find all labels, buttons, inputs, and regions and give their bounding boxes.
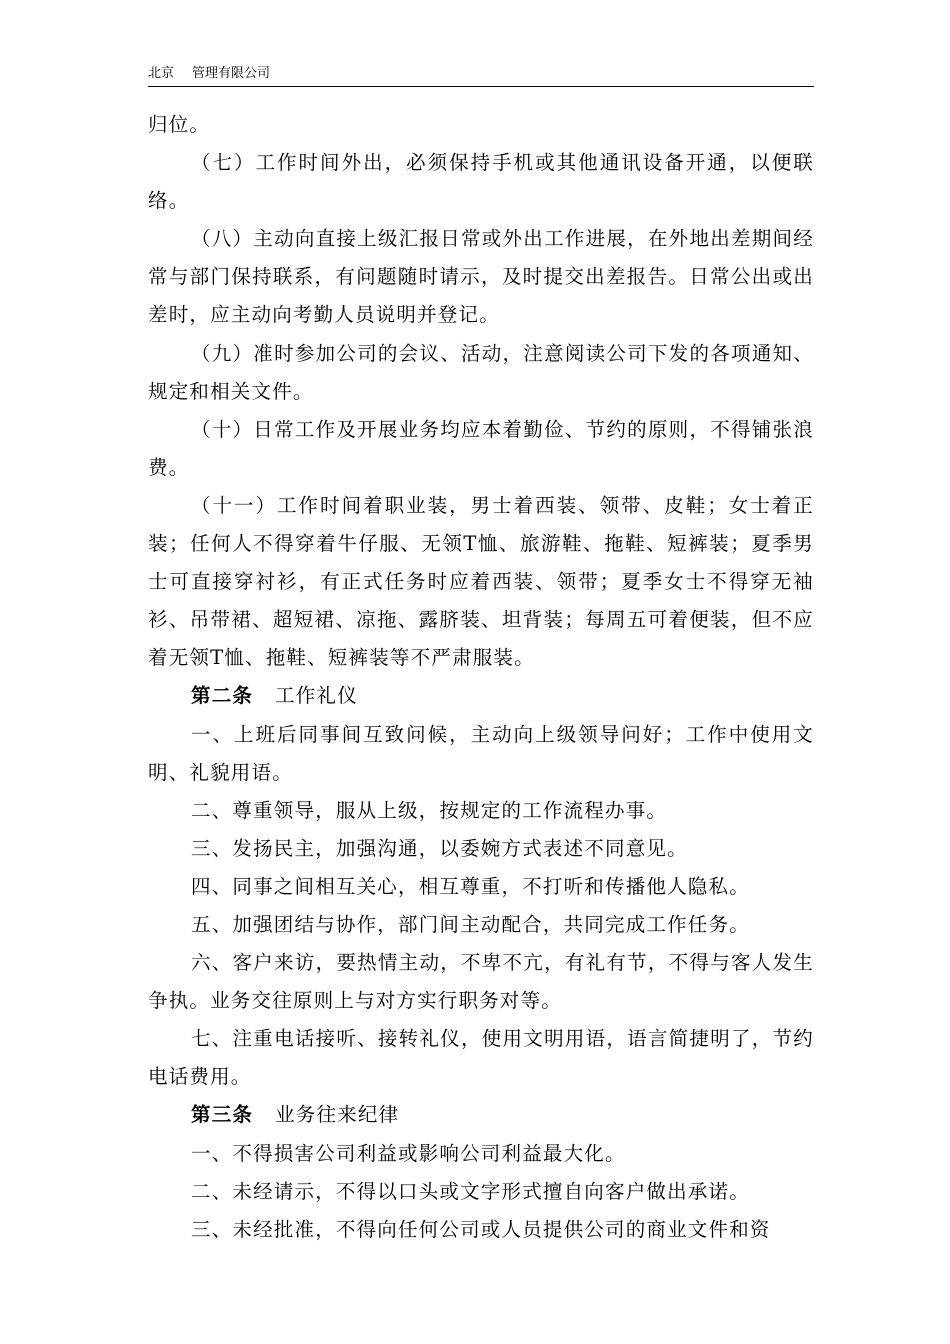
paragraph: （七）工作时间外出，必须保持手机或其他通讯设备开通，以便联络。 xyxy=(148,151,814,213)
paragraph: 归位。 xyxy=(148,113,211,136)
paragraph: （十）日常工作及开展业务均应本着勤俭、节约的原则，不得铺张浪费。 xyxy=(148,417,814,479)
article-number: 第三条 xyxy=(191,1103,254,1127)
article-item: 三、发扬民主，加强沟通，以委婉方式表述不同意见。 xyxy=(191,836,688,860)
article-title: 工作礼仪 xyxy=(275,684,358,708)
article-item: 三、未经批准，不得向任何公司或人员提供公司的商业文件和资 xyxy=(191,1217,771,1241)
article-item: 一、不得损害公司利益或影响公司利益最大化。 xyxy=(191,1141,626,1165)
article-item: 七、注重电话接听、接转礼仪，使用文明用语，语言简捷明了，节约电话费用。 xyxy=(148,1027,814,1089)
article-item: 五、加强团结与协作，部门间主动配合，共同完成工作任务。 xyxy=(191,912,750,936)
document-body xyxy=(148,106,814,1249)
article-number: 第二条 xyxy=(191,684,254,708)
article-title: 业务往来纪律 xyxy=(275,1103,400,1127)
article-item: 一、上班后同事间互致问候，主动向上级领导问好；工作中使用文明、礼貌用语。 xyxy=(148,722,814,784)
article-item: 二、未经请示，不得以口头或文字形式擅自向客户做出承诺。 xyxy=(191,1179,750,1203)
header-company-right: 管理有限公司 xyxy=(192,66,271,81)
article-item: 六、客户来访，要热情主动，不卑不亢，有礼有节，不得与客人发生争执。业务交往原则上与对方实行职务对等。 xyxy=(148,951,814,1013)
header-company-left: 北京 xyxy=(148,66,175,81)
paragraph: （八）主动向直接上级汇报日常或外出工作进展，在外地出差期间经常与部门保持联系，有问题随时请示，及时提交出差报告。日常公出或出差时，应主动向考勤人员说明并登记。 xyxy=(148,227,814,327)
page-header xyxy=(148,66,814,87)
article-item: 二、尊重领导，服从上级，按规定的工作流程办事。 xyxy=(191,798,668,822)
paragraph: （十一）工作时间着职业装，男士着西装、领带、皮鞋；女士着正装；任何人不得穿着牛仔服、无领T恤、旅游鞋、拖鞋、短裤装；夏季男士可直接穿衬衫，有正式任务时应着西装、领带；夏季女士不得穿无袖衫、吊带裙、超短裙、凉拖、露脐装、坦背装；每周五可着便装，但不应着无领T恤、拖鞋、短裤装等不严肃服装。 xyxy=(148,493,814,670)
article-heading xyxy=(148,1096,814,1134)
paragraph: （九）准时参加公司的会议、活动，注意阅读公司下发的各项通知、规定和相关文件。 xyxy=(148,341,814,403)
article-item: 四、同事之间相互关心，相互尊重，不打听和传播他人隐私。 xyxy=(191,874,750,898)
article-heading xyxy=(148,677,814,715)
